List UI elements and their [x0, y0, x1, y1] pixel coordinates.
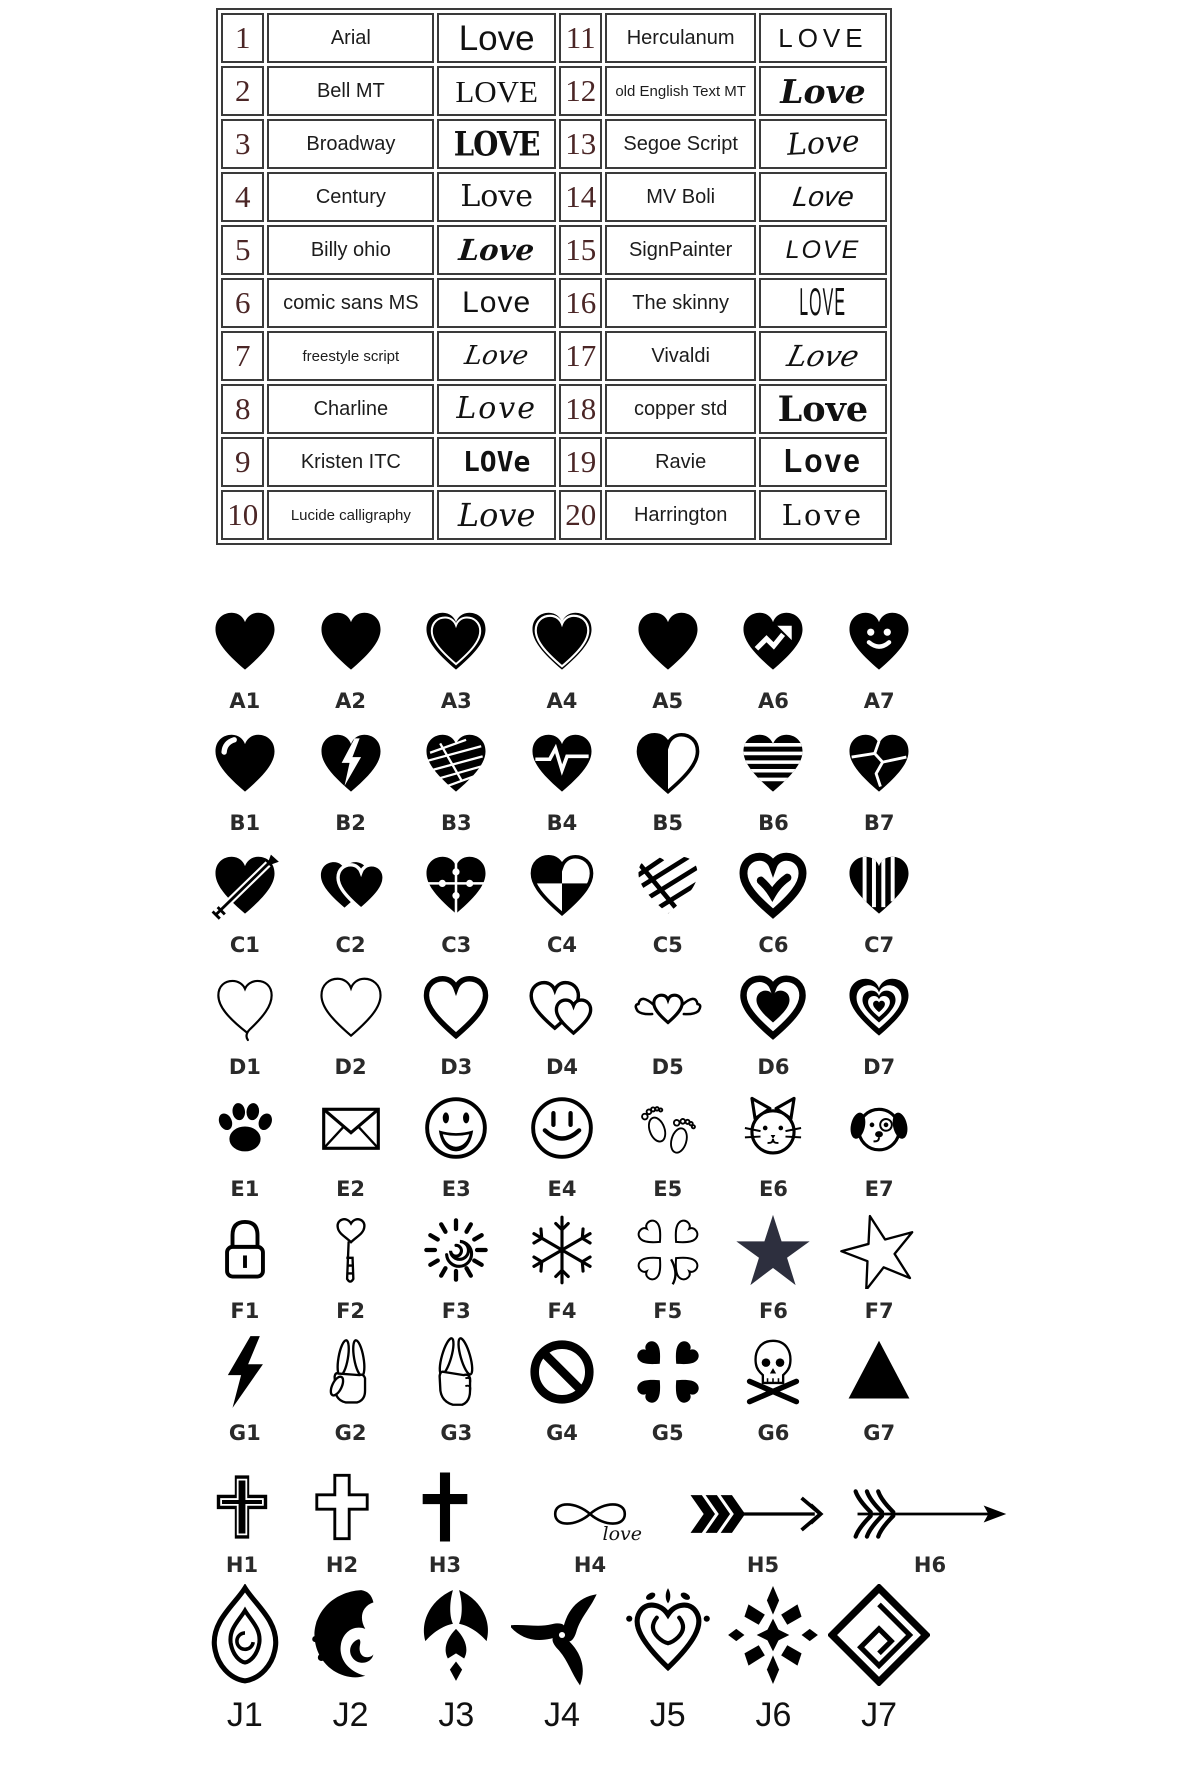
heart-ekg-icon	[526, 729, 598, 801]
symbol-H5	[682, 1485, 844, 1577]
symbol-label: A3	[440, 689, 472, 713]
font-number: 9	[221, 437, 264, 487]
sun-spiral-icon	[417, 1211, 495, 1289]
symbol-row-G	[192, 1323, 932, 1445]
font-name: Charline	[267, 384, 434, 434]
symbol-F4	[509, 1211, 615, 1323]
symbol-grid	[192, 591, 947, 1735]
symbol-label: A5	[652, 689, 684, 713]
font-sample: Love	[759, 331, 887, 381]
symbol-label: E2	[336, 1177, 366, 1201]
symbol-B2	[298, 729, 404, 835]
font-table-row	[221, 278, 887, 328]
symbol-label: G5	[651, 1421, 684, 1445]
symbol-C2	[298, 851, 404, 957]
symbol-label: D5	[651, 1055, 684, 1079]
symbol-label: J5	[649, 1696, 686, 1734]
symbol-row-D	[192, 957, 932, 1079]
heart-cracked-icon	[843, 729, 915, 801]
arrow-chevron-icon	[683, 1485, 843, 1543]
font-table-row	[221, 331, 887, 381]
symbol-G5	[615, 1333, 721, 1445]
symbol-row-C	[192, 835, 932, 957]
symbol-F3	[403, 1211, 509, 1323]
symbol-label: D4	[545, 1055, 579, 1079]
symbol-label: J3	[438, 1696, 475, 1734]
font-number: 3	[221, 119, 264, 169]
peace-hand2-icon	[417, 1333, 495, 1411]
font-sample: LOVe	[437, 437, 556, 487]
infinity-word: love	[602, 1523, 642, 1545]
font-name: Century	[267, 172, 434, 222]
font-number: 8	[221, 384, 264, 434]
footprints-icon	[629, 1089, 707, 1167]
key-heart-icon	[312, 1211, 390, 1289]
symbol-label: E3	[441, 1177, 471, 1201]
symbol-G6	[721, 1333, 827, 1445]
symbol-row-F	[192, 1201, 932, 1323]
heart-shine-icon	[209, 729, 281, 801]
font-number: 14	[559, 172, 602, 222]
font-name: copper std	[605, 384, 755, 434]
font-number: 11	[559, 13, 602, 63]
symbol-label: C2	[335, 933, 366, 957]
heart-outline-thick-icon	[420, 973, 492, 1045]
symbol-label: G6	[757, 1421, 790, 1445]
symbol-label: B6	[758, 811, 789, 835]
font-sample: Love	[759, 172, 887, 222]
heart-vstripes-icon	[843, 851, 915, 923]
symbol-B3	[403, 729, 509, 835]
infinity-love-icon	[510, 1485, 670, 1543]
snowflake-icon	[523, 1211, 601, 1289]
triangle-icon	[840, 1333, 918, 1411]
heart-smiley-icon	[843, 607, 915, 679]
font-sample: Love	[759, 384, 887, 434]
heart-solid-icon	[209, 607, 281, 679]
tribal-star-icon	[722, 1584, 824, 1686]
symbol-row-B	[192, 713, 932, 835]
symbol-row-J	[192, 1577, 932, 1735]
font-sample: Love	[437, 172, 556, 222]
hearts-two-outline-icon	[526, 973, 598, 1045]
symbol-D7	[826, 973, 932, 1079]
symbol-D5	[615, 973, 721, 1079]
star-outline-icon	[840, 1211, 918, 1289]
symbol-label: C7	[864, 933, 895, 957]
symbol-label: J7	[861, 1696, 898, 1734]
dog-face-icon	[840, 1089, 918, 1167]
symbol-label: G7	[863, 1421, 896, 1445]
symbol-label: J1	[226, 1696, 263, 1734]
symbol-D2	[298, 973, 404, 1079]
symbol-A4	[509, 607, 615, 713]
symbol-label: E4	[547, 1177, 577, 1201]
symbol-B5	[615, 729, 721, 835]
font-sample: Love	[759, 490, 887, 540]
symbol-J2	[298, 1584, 404, 1735]
heart-outline-tail-icon	[209, 973, 281, 1045]
font-name: Kristen ITC	[267, 437, 434, 487]
symbol-C1	[192, 851, 298, 957]
font-name: SignPainter	[605, 225, 755, 275]
symbol-label: G1	[228, 1421, 261, 1445]
symbol-label: H6	[913, 1553, 947, 1577]
symbol-E4	[509, 1089, 615, 1201]
symbol-J5	[615, 1584, 721, 1735]
cross-outline-icon	[306, 1471, 378, 1543]
symbol-A5	[615, 607, 721, 713]
heart-ribbon-icon	[737, 851, 809, 923]
tribal-mask-icon	[405, 1584, 507, 1686]
clover-solid-icon	[629, 1333, 707, 1411]
font-name: Harrington	[605, 490, 755, 540]
font-number: 4	[221, 172, 264, 222]
font-sample: Love	[437, 384, 556, 434]
symbol-label: B3	[440, 811, 472, 835]
symbol-label: E5	[653, 1177, 683, 1201]
font-number: 16	[559, 278, 602, 328]
symbol-label: E7	[864, 1177, 894, 1201]
font-name: old English Text MT	[605, 66, 755, 116]
font-sample: Love	[437, 13, 556, 63]
font-number: 1	[221, 13, 264, 63]
symbol-label: E1	[230, 1177, 260, 1201]
font-table	[216, 8, 892, 545]
symbol-D3	[403, 973, 509, 1079]
symbol-label: F2	[336, 1299, 366, 1323]
symbol-label: E6	[758, 1177, 788, 1201]
font-sample: LOVE	[759, 225, 887, 275]
cross-double-icon	[206, 1471, 278, 1543]
heart-wings-icon	[632, 973, 704, 1045]
symbol-E7	[826, 1089, 932, 1201]
symbol-label: A6	[757, 689, 789, 713]
symbol-row-E	[192, 1079, 932, 1201]
symbol-D4	[509, 973, 615, 1079]
symbol-H1	[192, 1471, 292, 1577]
symbol-J6	[721, 1584, 827, 1735]
symbol-G2	[298, 1333, 404, 1445]
heart-checker-icon	[526, 851, 598, 923]
heart-outline-icon	[315, 973, 387, 1045]
font-name: Segoe Script	[605, 119, 755, 169]
tribal-flame-icon	[194, 1584, 296, 1686]
symbol-F2	[298, 1211, 404, 1323]
symbol-H4	[498, 1485, 682, 1577]
arrow-feather-icon	[850, 1485, 1010, 1543]
font-table-section	[216, 0, 892, 545]
symbol-label: C5	[652, 933, 683, 957]
symbol-label: F4	[547, 1299, 577, 1323]
symbol-A1	[192, 607, 298, 713]
symbol-E3	[403, 1089, 509, 1201]
font-table-row	[221, 119, 887, 169]
heart-solid-icon	[315, 607, 387, 679]
symbol-label: F5	[653, 1299, 683, 1323]
symbol-label: A1	[229, 689, 261, 713]
symbol-D1	[192, 973, 298, 1079]
envelope-icon	[312, 1089, 390, 1167]
symbol-label: F1	[230, 1299, 260, 1323]
font-name: comic sans MS	[267, 278, 434, 328]
symbol-B7	[826, 729, 932, 835]
heart-hstripes-icon	[737, 729, 809, 801]
font-sample: Love	[759, 66, 887, 116]
heart-arrow-icon	[209, 851, 281, 923]
font-number: 10	[221, 490, 264, 540]
symbol-label: G2	[334, 1421, 367, 1445]
symbol-H2	[292, 1471, 392, 1577]
symbol-label: B5	[652, 811, 684, 835]
symbol-G7	[826, 1333, 932, 1445]
font-name: Billy ohio	[267, 225, 434, 275]
symbol-label: H1	[225, 1553, 259, 1577]
symbol-A2	[298, 607, 404, 713]
font-number: 2	[221, 66, 264, 116]
smiley-icon	[523, 1089, 601, 1167]
padlock-icon	[206, 1211, 284, 1289]
font-table-body	[221, 13, 887, 540]
symbol-B6	[721, 729, 827, 835]
font-sample: Love	[759, 437, 887, 487]
symbol-D6	[721, 973, 827, 1079]
symbol-label: A7	[863, 689, 895, 713]
symbol-label: H5	[746, 1553, 780, 1577]
font-table-row	[221, 225, 887, 275]
symbol-label: H3	[428, 1553, 462, 1577]
symbol-label: D3	[440, 1055, 473, 1079]
tribal-heart-crest-icon	[617, 1584, 719, 1686]
symbol-label: H4	[573, 1553, 607, 1577]
font-sample: LOVE	[437, 66, 556, 116]
symbol-F7	[826, 1211, 932, 1323]
symbol-label: F3	[441, 1299, 471, 1323]
smiley-laugh-icon	[417, 1089, 495, 1167]
font-name: Vivaldi	[605, 331, 755, 381]
symbol-C6	[721, 851, 827, 957]
font-name: Arial	[267, 13, 434, 63]
font-number: 20	[559, 490, 602, 540]
symbol-label: C6	[758, 933, 789, 957]
symbol-label: A2	[335, 689, 366, 713]
cat-face-icon	[734, 1089, 812, 1167]
font-table-row	[221, 13, 887, 63]
heart-puzzle-icon	[420, 851, 492, 923]
font-number: 12	[559, 66, 602, 116]
font-table-row	[221, 172, 887, 222]
symbol-row-A	[192, 591, 932, 713]
symbol-label: G4	[546, 1421, 578, 1445]
heart-scribble-icon	[632, 851, 704, 923]
font-name: Bell MT	[267, 66, 434, 116]
tribal-spinner-icon	[511, 1584, 613, 1686]
peace-hand-icon	[312, 1333, 390, 1411]
font-number: 6	[221, 278, 264, 328]
symbol-C5	[615, 851, 721, 957]
font-name: MV Boli	[605, 172, 755, 222]
lightning-icon	[206, 1333, 284, 1411]
symbol-label: B4	[546, 811, 578, 835]
symbol-J3	[403, 1584, 509, 1735]
symbol-E5	[615, 1089, 721, 1201]
no-sign-icon	[523, 1333, 601, 1411]
heart-double-line-icon	[420, 607, 492, 679]
font-sample: Love	[437, 331, 556, 381]
font-sample: LOVE	[437, 119, 556, 169]
symbol-label: C4	[546, 933, 577, 957]
font-number: 7	[221, 331, 264, 381]
font-table-row	[221, 437, 887, 487]
paw-icon	[206, 1089, 284, 1167]
heart-concentric-icon	[737, 973, 809, 1045]
heart-half-icon	[632, 729, 704, 801]
font-number: 5	[221, 225, 264, 275]
star-solid-icon	[734, 1211, 812, 1289]
font-table-row	[221, 384, 887, 434]
symbol-C3	[403, 851, 509, 957]
font-sample: LOVE	[759, 13, 887, 63]
font-number: 15	[559, 225, 602, 275]
symbol-A6	[721, 607, 827, 713]
symbol-C7	[826, 851, 932, 957]
symbol-F1	[192, 1211, 298, 1323]
symbol-H6	[844, 1485, 1016, 1577]
symbol-label: J2	[332, 1696, 369, 1734]
font-name: The skinny	[605, 278, 755, 328]
font-name: Lucide calligraphy	[267, 490, 434, 540]
symbol-label: D1	[228, 1055, 261, 1079]
hearts-two-icon	[315, 851, 387, 923]
heart-inner-stroke-icon	[526, 607, 598, 679]
symbol-label: H2	[325, 1553, 359, 1577]
symbol-G3	[403, 1333, 509, 1445]
symbol-label: B2	[335, 811, 366, 835]
symbol-label: F6	[758, 1299, 788, 1323]
symbol-label: D2	[334, 1055, 367, 1079]
heart-solid-icon	[632, 607, 704, 679]
font-sample: Love	[437, 490, 556, 540]
font-name: Broadway	[267, 119, 434, 169]
symbol-E2	[298, 1089, 404, 1201]
font-table-row	[221, 490, 887, 540]
font-number: 17	[559, 331, 602, 381]
symbol-J4	[509, 1584, 615, 1735]
font-number: 18	[559, 384, 602, 434]
symbol-label: B1	[229, 811, 261, 835]
symbol-label: J4	[544, 1696, 580, 1734]
symbol-label: D7	[863, 1055, 896, 1079]
font-number: 13	[559, 119, 602, 169]
symbol-F5	[615, 1211, 721, 1323]
font-sample: Love	[759, 119, 887, 169]
symbol-H3	[392, 1471, 498, 1577]
symbol-label: A4	[546, 689, 578, 713]
font-name: Herculanum	[605, 13, 755, 63]
tribal-diamond-icon	[828, 1584, 930, 1686]
heart-bolt-icon	[315, 729, 387, 801]
symbol-J1	[192, 1584, 298, 1735]
symbol-E1	[192, 1089, 298, 1201]
symbol-label: F7	[864, 1299, 894, 1323]
symbol-E6	[721, 1089, 827, 1201]
heart-scribble-lines-icon	[420, 729, 492, 801]
symbol-row-H	[192, 1445, 1016, 1577]
font-name: freestyle script	[267, 331, 434, 381]
skull-icon	[734, 1333, 812, 1411]
symbol-C4	[509, 851, 615, 957]
symbol-label: C3	[441, 933, 472, 957]
symbol-label: J6	[755, 1696, 792, 1734]
symbol-A3	[403, 607, 509, 713]
clover-outline-icon	[629, 1211, 707, 1289]
symbol-F6	[721, 1211, 827, 1323]
heart-arrow-up-icon	[737, 607, 809, 679]
font-name: Ravie	[605, 437, 755, 487]
symbol-B1	[192, 729, 298, 835]
tribal-swirl-icon	[300, 1584, 402, 1686]
heart-triple-icon	[843, 973, 915, 1045]
symbol-A7	[826, 607, 932, 713]
symbol-G4	[509, 1333, 615, 1445]
cross-solid-icon	[409, 1471, 481, 1543]
symbol-label: G3	[440, 1421, 473, 1445]
symbol-G1	[192, 1333, 298, 1445]
font-number: 19	[559, 437, 602, 487]
font-sample: Love	[437, 225, 556, 275]
font-sample: Love	[437, 278, 556, 328]
symbol-label: C1	[229, 933, 260, 957]
font-table-row	[221, 66, 887, 116]
symbol-J7	[826, 1584, 932, 1735]
symbol-B4	[509, 729, 615, 835]
font-sample: LOVE	[759, 278, 887, 328]
symbol-label: B7	[863, 811, 895, 835]
symbol-label: D6	[757, 1055, 790, 1079]
